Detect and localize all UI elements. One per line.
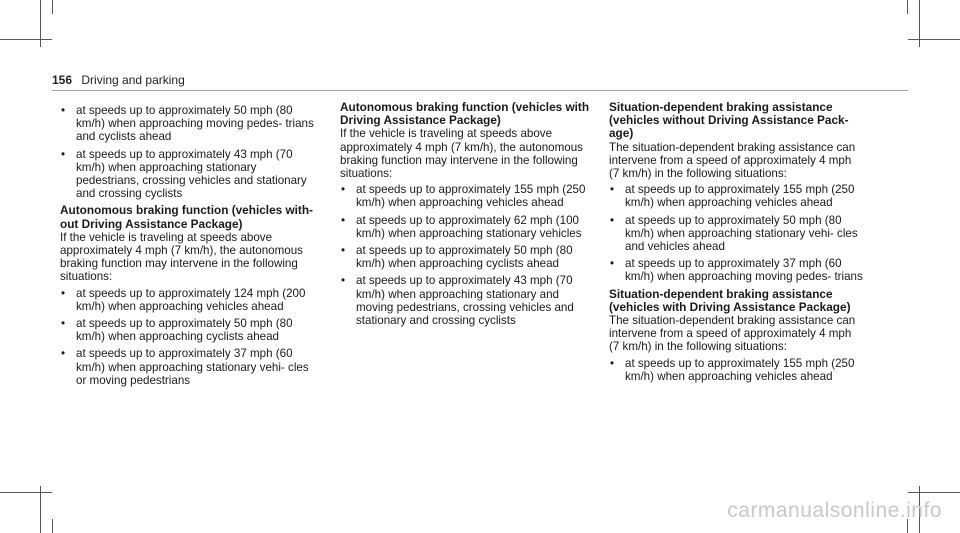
list-item: • at speeds up to approximately 43 mph (70 km/h) when approaching stationary pedestrians, crossing vehicles and stationary and crossing cyclists: [60, 148, 315, 201]
body-paragraph: If the vehicle is traveling at speeds above approximately 4 mph (7 km/h), the autonomous braking function may intervene in the following situations:: [60, 230, 303, 284]
bullet-list: [609, 357, 864, 383]
list-item: • at speeds up to approximately 62 mph (100 km/h) when approaching stationary vehicles: [340, 214, 595, 240]
crop-mark: [907, 0, 908, 14]
text-column-left: [60, 101, 315, 391]
bullet-list: [609, 183, 864, 283]
bullet-list: [60, 104, 315, 200]
list-item: • at speeds up to approximately 50 mph (80 km/h) when approaching cyclists ahead: [340, 244, 595, 270]
header-divider: [52, 90, 908, 91]
section-heading: Autonomous braking function (vehicles with Driving Assistance Package): [340, 100, 590, 128]
section-heading: Autonomous braking function (vehicles with- out Driving Assistance Package): [60, 203, 313, 231]
watermark: carmanualsonline.info: [727, 499, 942, 522]
section-heading: Situation-dependent braking assistance (vehicles with Driving Assistance Package): [609, 286, 851, 314]
crop-mark: [52, 519, 53, 533]
list-item: • at speeds up to approximately 43 mph (70 km/h) when approaching stationary and moving pedestrians, crossing vehicles and stationary and crossing cyclists: [340, 274, 595, 327]
bullet-list: [340, 183, 595, 327]
list-item: • at speeds up to approximately 50 mph (80 km/h) when approaching cyclists ahead: [60, 317, 315, 343]
text-column-middle: [340, 101, 595, 331]
list-item: • at speeds up to approximately 50 mph (80 km/h) when approaching moving pedes- trians and cyclists ahead: [60, 104, 315, 144]
text-column-right: [609, 101, 864, 387]
body-paragraph: The situation-dependent braking assistance can intervene from a speed of approximately 4 mph (7 km/h) in the following situations:: [609, 314, 856, 354]
list-item: • at speeds up to approximately 37 mph (60 km/h) when approaching stationary vehi- cles or moving pedestrians: [60, 347, 315, 387]
section-heading: Situation-dependent braking assistance (vehicles without Driving Assistance Pack- age): [609, 100, 849, 141]
crop-mark: [0, 492, 52, 493]
list-item: • at speeds up to approximately 124 mph (200 km/h) when approaching vehicles ahead: [60, 287, 315, 313]
list-item: • at speeds up to approximately 37 mph (60 km/h) when approaching moving pedes- trians: [609, 257, 864, 283]
list-item: • at speeds up to approximately 50 mph (80 km/h) when approaching stationary vehi- cles and vehicles ahead: [609, 214, 864, 254]
body-paragraph: If the vehicle is traveling at speeds above approximately 4 mph (7 km/h), the autonomous braking function may intervene in the following situations:: [340, 127, 583, 181]
body-paragraph: The situation-dependent braking assistance can intervene from a speed of approximately 4 mph (7 km/h) in the following situations:: [609, 140, 856, 181]
list-item: • at speeds up to approximately 155 mph (250 km/h) when approaching vehicles ahead: [609, 357, 864, 383]
page-header: [52, 73, 185, 87]
section-title: Driving and parking: [81, 73, 185, 87]
crop-mark: [908, 492, 960, 493]
list-item: • at speeds up to approximately 155 mph (250 km/h) when approaching vehicles ahead: [609, 183, 864, 209]
page-number: 156: [52, 73, 73, 87]
crop-mark: [0, 39, 52, 40]
crop-mark: [52, 0, 53, 14]
list-item: • at speeds up to approximately 155 mph (250 km/h) when approaching vehicles ahead: [340, 183, 595, 209]
bullet-list: [60, 287, 315, 387]
crop-mark: [908, 39, 960, 40]
crop-mark: [40, 486, 41, 533]
